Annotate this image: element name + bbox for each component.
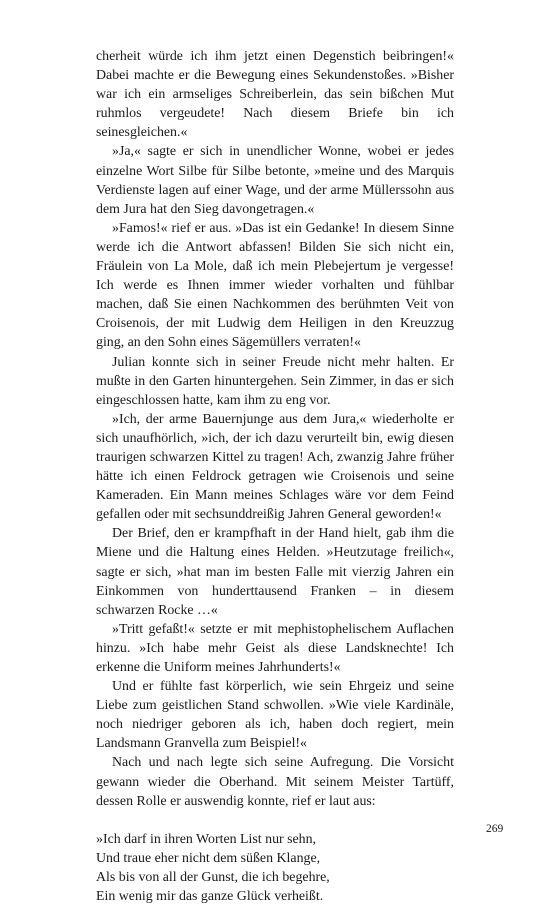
- paragraph-3: »Famos!« rief er aus. »Das ist ein Gedanke! In diesem Sinne werde ich die Antwort abfassen! Bilden Sie sich nicht ein, Fräulein von La Mole, daß ich mein Plebejertum je vergesse! Ich werde es Ihnen immer wieder vorhalten und fühlbar machen, daß Sie einen Nachkommen des berühmten Veit von Croisenois, der mit Ludwig dem Heiligen in den Kreuzzug ging, an den Sohn eines Sägemüllers verraten!«: [96, 220, 454, 351]
- page-body: [96, 47, 454, 906]
- verse-line: Ein wenig mir das ganze Glück verheißt.: [96, 889, 324, 905]
- paragraph-2: »Ja,« sagte er sich in unendlicher Wonne, wobei er jedes einzelne Wort Silbe für Silbe betonte, »meine und des Marquis Verdienste lagen auf einer Wage, und der arme Müllerssohn aus dem Jura hat den Sieg davongetragen.«: [96, 144, 454, 217]
- paragraph-1: cherheit würde ich ihm jetzt einen Degenstich beibringen!« Dabei machte er die Bewegung eines Sekundenstoßes. »Bisher war ich ein armseliges Schreiberlein, das sein bißchen Mut ruhmlos vergeudete! Nach diesem Briefe bin ich seinesgleichen.«: [96, 49, 454, 141]
- paragraph-5: »Ich, der arme Bauernjunge aus dem Jura,« wiederholte er sich unaufhörlich, »ich, der ich dazu verurteilt bin, ewig diesen traurigen schwarzen Kittel zu tragen! Ach, zwanzig Jahre früher hätte ich einen Feldrock getragen wie Croisenois und seine Kameraden. Ein Mann meines Schlages wäre vor dem Feind gefallen oder mit sechsunddreißig Jahren General geworden!«: [96, 411, 454, 523]
- paragraph-4: Julian konnte sich in seiner Freude nicht mehr halten. Er mußte in den Garten hinuntergehen. Sein Zimmer, in das er sich eingeschlossen hatte, kam ihm zu eng vor.: [96, 354, 454, 408]
- verse-line: »Ich darf in ihren Worten List nur sehn,: [96, 831, 317, 847]
- paragraph-9: Nach und nach legte sich seine Aufregung. Die Vorsicht gewann wieder die Oberhand. Mit seinem Meister Tartüff, dessen Rolle er auswendig konnte, rief er laut aus:: [96, 755, 454, 809]
- paragraph-8: Und er fühlte fast körperlich, wie sein Ehrgeiz und seine Liebe zum geistlichen Stand schwollen. »Wie viele Kardinäle, noch niedriger geboren als ich, haben doch regiert, mein Landsmann Granvella zum Beispiel!«: [96, 679, 454, 752]
- verse-line: Als bis von all der Gunst, die ich begehre,: [96, 869, 330, 885]
- verse-line: Und traue eher nicht dem süßen Klange,: [96, 850, 321, 866]
- verse-quote: [96, 830, 454, 906]
- page-number: 269: [486, 823, 504, 835]
- paragraph-6: Der Brief, den er krampfhaft in der Hand hielt, gab ihm die Miene und die Haltung eines Helden. »Heutzutage freilich«, sagte er sich, »hat man im besten Falle mit vierzig Jahren ein Einkommen von hunderttausend Franken – in diesem schwarzen Rocke …«: [96, 526, 454, 618]
- paragraph-7: »Tritt gefaßt!« setzte er mit mephistophelischem Auflachen hinzu. »Ich habe mehr Geist als diese Landsknechte! Ich erkenne die Uniform meines Jahrhunderts!«: [96, 621, 454, 675]
